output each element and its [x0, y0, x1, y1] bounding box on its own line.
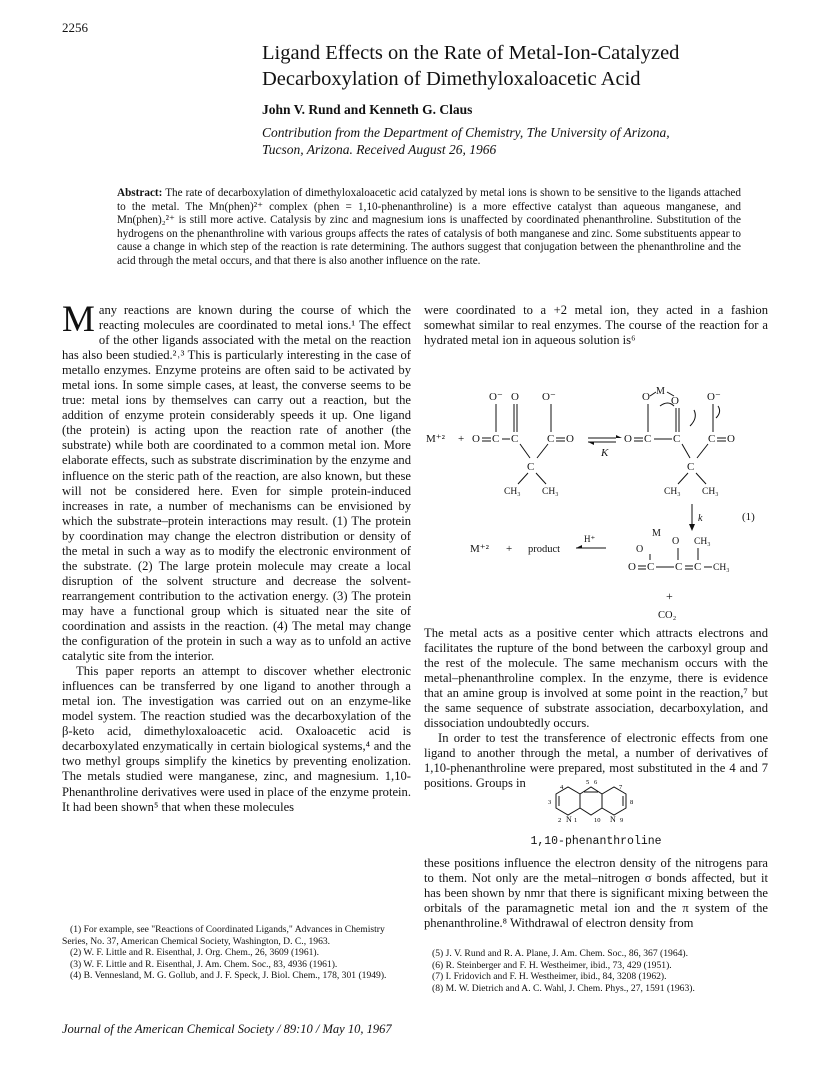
scheme-o-1: O — [472, 433, 480, 445]
phenanthroline-caption: 1,10-phenanthroline — [530, 835, 662, 848]
abstract-label: Abstract: — [117, 187, 163, 199]
right-paragraph-4: these positions influence the electron density of the nitrogens para to them. Not only are the metal–nitrogen σ bonds affected, but it has been shown by nmr that there is significant mixing between the orbitals of the paramagnetic metal ion and the π system of the phenanthroline.⁸ Withdrawal of electron density from — [424, 856, 768, 931]
scheme-o-9: O — [672, 536, 680, 547]
reaction-scheme — [424, 366, 768, 586]
phen-label-4: 4 — [560, 784, 564, 791]
scheme-c-3: C — [527, 461, 535, 473]
scheme-metal-2: M⁺² — [470, 543, 489, 555]
scheme-c-8: C — [708, 433, 716, 445]
footnote-5: (5) J. V. Rund and R. A. Plane, J. Am. Chem. Soc., 86, 367 (1964). — [432, 948, 689, 959]
affiliation — [262, 124, 782, 158]
footnote-8: (8) M. W. Dietrich and A. C. Wahl, J. Chem. Phys., 27, 1591 (1963). — [432, 982, 695, 994]
scheme-metal-1: M⁺² — [426, 433, 445, 445]
scheme-K: K — [601, 447, 609, 459]
scheme-c-2: C — [511, 433, 519, 445]
abstract — [117, 187, 741, 269]
footnotes-left — [62, 924, 411, 982]
scheme-c-4: C — [547, 433, 555, 445]
scheme-ominus-2: O⁻ — [542, 391, 556, 403]
right-paragraph-2: The metal acts as a positive center which attracts electrons and facilitates the rupture of the bond between the carboxyl group and the rest of the molecule. The same mechanism occurs with the metal–phenanthroline complex. In the enzyme, there is evidence that an amine group is involved at some point in the reaction,⁷ but the same sequence of substrate association, decarboxylation, and dissociation undoubtedly occurs. — [424, 626, 768, 731]
scheme-ch3-5: CH₃ — [694, 537, 711, 547]
paper-title: Ligand Effects on the Rate of Metal-Ion-Catalyzed Decarboxylation of Dimethyloxaloacetic Acid — [262, 42, 680, 90]
scheme-ch3-3: CH₃ — [664, 487, 681, 497]
scheme-M-2: M — [652, 528, 661, 539]
scheme-o-2: O — [511, 391, 519, 403]
footnote-4: (4) B. Vennesland, M. G. Gollub, and J. F. Speck, J. Biol. Chem., 178, 301 (1949). — [70, 970, 387, 982]
footnote-2: (2) W. F. Little and R. Eisenthal, J. Org. Chem., 26, 3609 (1961). — [70, 947, 320, 959]
scheme-c-5: C — [644, 433, 652, 445]
scheme-c-10: C — [675, 561, 683, 573]
phen-label-9: 9 — [620, 817, 624, 824]
phenanthroline-structure — [536, 764, 646, 836]
phen-label-n1: N — [566, 815, 572, 824]
scheme-c-1: C — [492, 433, 500, 445]
scheme-c-11: C — [694, 561, 702, 573]
scheme-ominus-3: O⁻ — [707, 391, 721, 403]
scheme-ch3-2: CH₃ — [542, 487, 559, 497]
scheme-product: product — [528, 544, 561, 555]
phen-label-10: 10 — [594, 817, 601, 824]
abstract-text: The rate of decarboxylation of dimethyloxaloacetic acid catalyzed by metal ions is shown to be sensitive to the ligands attached to the metal. The Mn(phen)²⁺ complex (phen = 1,10-phenanthroline) is a more effective catalyst than aqueous manganese, and Mn(phen)₂²⁺ is still more active. Catalysis by zinc and magnesium ions is unaffected by coordinated phenanthroline. Substitution of the hydrogens on the phenanthroline with various groups affects the rates of catalysis of both manganese and zinc. Some substituents appear to cause a change in which step of the reaction is rate determining. The authors suggest that conjugation between the phenanthroline and the acid through the metal occurs, and that there is also another influence on the rate. — [117, 187, 741, 267]
affiliation-line-2: Tucson, Arizona. Received August 26, 1966 — [262, 142, 497, 157]
scheme-co2: CO₂ — [658, 610, 677, 621]
scheme-o-10: O — [628, 561, 636, 573]
phen-label-2: 2 — [558, 817, 562, 824]
phen-label-1: 1 — [574, 817, 578, 824]
scheme-k: k — [698, 513, 703, 524]
paragraph-2: This paper reports an attempt to discover whether electronic influences can be transferred by one ligand to another through a metal ion. The investigation was carried out on an enzyme-like model system. The reaction studied was the decarboxylation of the β-keto acid, dimethyloxaloacetic acid. Oxaloacetic acid is decarboxylated enzymatically in certain biological systems,⁴ and the two methyl groups simplify the kinetics by preventing enolization. The metals studied were manganese, zinc, and magnesium. 1,10-Phenanthroline derivatives were used in place of the enzyme protein. It had been shown⁵ that when these molecules — [62, 664, 411, 814]
scheme-plus-2: + — [506, 543, 513, 555]
scheme-c-9: C — [647, 561, 655, 573]
footnote-7: (7) I. Fridovich and F. H. Westheimer, ibid., 84, 3208 (1962). — [432, 971, 667, 983]
equation-number: (1) — [742, 511, 755, 523]
scheme-o-3: O — [566, 433, 574, 445]
scheme-c-7: C — [687, 461, 695, 473]
scheme-o-6: O — [671, 395, 679, 407]
phen-label-7: 7 — [619, 784, 623, 791]
scheme-ch3-6: CH₃ — [713, 563, 730, 573]
intro-paragraph — [62, 299, 411, 664]
journal-footer: Journal of the American Chemical Society / 89:10 / May 10, 1967 — [62, 1022, 392, 1036]
phen-label-3: 3 — [548, 799, 552, 806]
footnotes-right — [424, 948, 768, 994]
right-column-bottom — [424, 856, 768, 931]
intro-text: any reactions are known during the course of which the reacting molecules are coordinated to metal ions.¹ The effect of the other ligands associated with the metal on the reaction has also been studied.²˒³ This is particularly interesting in the case of metallo enzymes. Enzyme proteins are often said to be activated by metal ions. In some simple cases, at least, the converse seems to be true: metal ions by themselves can carry out a reaction, but the addition of enzyme protein considerably speeds it up. One ligand (the protein) is acting upon the reaction rate of another (the substrate) while both are coordinated to a common metal ion. More elaborate effects, such as substrate discrimination by the enzyme and influence on the steric path of the reaction, are also known, but these will not be considered here. Even for simple protein-induced increases in rate, a number of mechanisms can be envisioned by which the substrate–protein interactions may result. (1) The protein by coordination may change the electron distribution or density of the metal in such a way as to modify the electronic environment of the substrate. (2) The large protein molecule may create a local disruption of the solvent structure and decrease the solvent-rearrangement contribution to the activation energy. (3) The protein may have a functional group which is situated near the site of coordination and assists in the reaction. (4) The metal may change the configuration of the protein in such a way as to unfold an active catalytic site from the interior. — [62, 303, 411, 664]
phen-label-5: 5 — [586, 779, 590, 786]
scheme-o-5: O — [642, 391, 650, 403]
phen-label-8: 8 — [630, 799, 634, 806]
scheme-o-4: O — [624, 433, 632, 445]
scheme-ch3-1: CH₃ — [504, 487, 521, 497]
scheme-ominus-1: O⁻ — [489, 391, 503, 403]
footnote-6: (6) R. Steinberger and F. H. Westheimer, ibid., 73, 429 (1951). — [432, 959, 672, 971]
authors: John V. Rund and Kenneth G. Claus — [262, 102, 473, 117]
footnote-1: (1) For example, see "Reactions of Coordinated Ligands," Advances in Chemistry Series, No. 37, American Chemical Society, Washington, D. C., 1963. — [62, 924, 385, 947]
scheme-M-1: M — [656, 386, 665, 397]
right-paragraph-1: were coordinated to a +2 metal ion, they acted in a fashion somewhat similar to real enzymes. The course of the reaction for a hydrated metal ion in aqueous solution is⁶ — [424, 303, 768, 348]
footnote-3: (3) W. F. Little and R. Eisenthal, J. Am. Chem. Soc., 83, 4936 (1961). — [70, 958, 338, 970]
right-column-top — [424, 303, 768, 348]
page-number: 2256 — [62, 20, 88, 35]
scheme-ch3-4: CH₃ — [702, 487, 719, 497]
affiliation-line-1: Contribution from the Department of Chemistry, The University of Arizona, — [262, 125, 670, 140]
scheme-plus-3: + — [666, 589, 673, 603]
left-column — [62, 299, 411, 815]
scheme-c-6: C — [673, 433, 681, 445]
scheme-o-8: O — [636, 544, 644, 555]
phen-label-6: 6 — [594, 779, 598, 786]
phen-label-n2: N — [610, 815, 616, 824]
drop-cap: M — [62, 299, 95, 340]
scheme-hplus: H⁺ — [584, 534, 596, 544]
right-paragraph-3: In order to test the transference of electronic effects from one ligand to another through the metal, a number of derivatives of 1,10-phenanthroline were prepared, most substituted in the 4 and 7 positions. Groups in — [424, 731, 768, 791]
scheme-o-7: O — [727, 433, 735, 445]
scheme-plus-1: + — [458, 433, 465, 445]
